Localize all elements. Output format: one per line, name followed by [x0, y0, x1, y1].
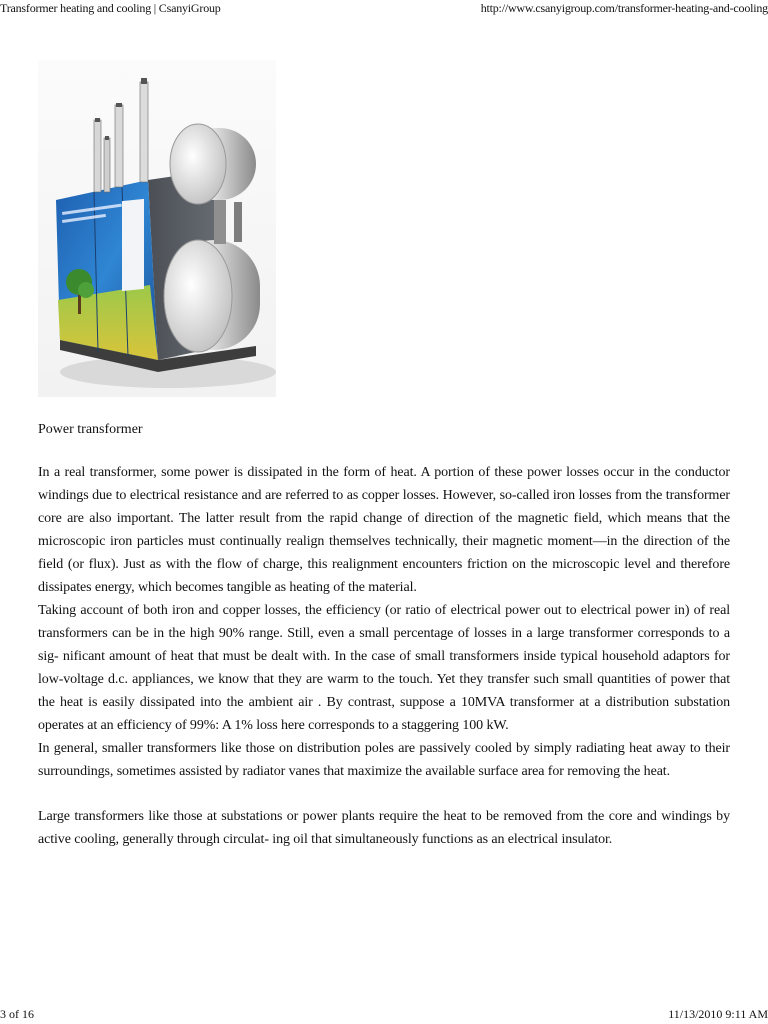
print-datetime: 11/13/2010 9:11 AM	[668, 1007, 768, 1021]
paragraph: Taking account of both iron and copper losses, the efficiency (or ratio of electrical power out to electrical power in) of real transformers can be in the high 90% range. Still, even a small percentage of losses in a large transformer corresponds to a sig- nificant amount of heat that must be dealt with. In the case of small transformers inside typical household adaptors for low-voltage d.c. appliances, we know that they are warm to the touch. Yet they transfer such small quantities of power that the heat is easily dissipated into the ambient air . By contrast, suppose a 10MVA transformer at a distribution substation operates at an efficiency of 99%: A 1% loss here corresponds to a staggering 100 kW.	[38, 603, 730, 733]
paragraph: Large transformers like those at substations or power plants require the heat to be removed from the core and windings by active cooling, generally through circulat- ing oil that simultaneously functions as an electrical insulator.	[38, 809, 730, 847]
figure-caption: Power transformer	[38, 422, 143, 437]
page-header-title: Transformer heating and cooling | CsanyiGroup	[0, 1, 221, 15]
page-header-url[interactable]: http://www.csanyigroup.com/transformer-heating-and-cooling	[480, 1, 768, 15]
transformer-photo	[38, 60, 276, 397]
page-number: 3 of 16	[0, 1007, 34, 1021]
paragraph: In a real transformer, some power is dissipated in the form of heat. A portion of these power losses occur in the conductor windings due to electrical resistance and are referred to as copper losses. However, so-called iron losses from the transformer core are also important. The latter result from the rapid change of direction of the magnetic field, which means that the microscopic iron particles must continually realign themselves technically, their magnetic moment—in the direction of the field (or flux). Just as with the flow of charge, this realignment encounters friction on the microscopic level and therefore dissipates energy, which becomes tangible as heating of the material.	[38, 465, 730, 595]
article-body	[38, 461, 730, 851]
paragraph: In general, smaller transformers like those on distribution poles are passively cooled by simply radiating heat away to their surroundings, sometimes assisted by radiator vanes that maximize the available surface area for removing the heat.	[38, 741, 730, 779]
